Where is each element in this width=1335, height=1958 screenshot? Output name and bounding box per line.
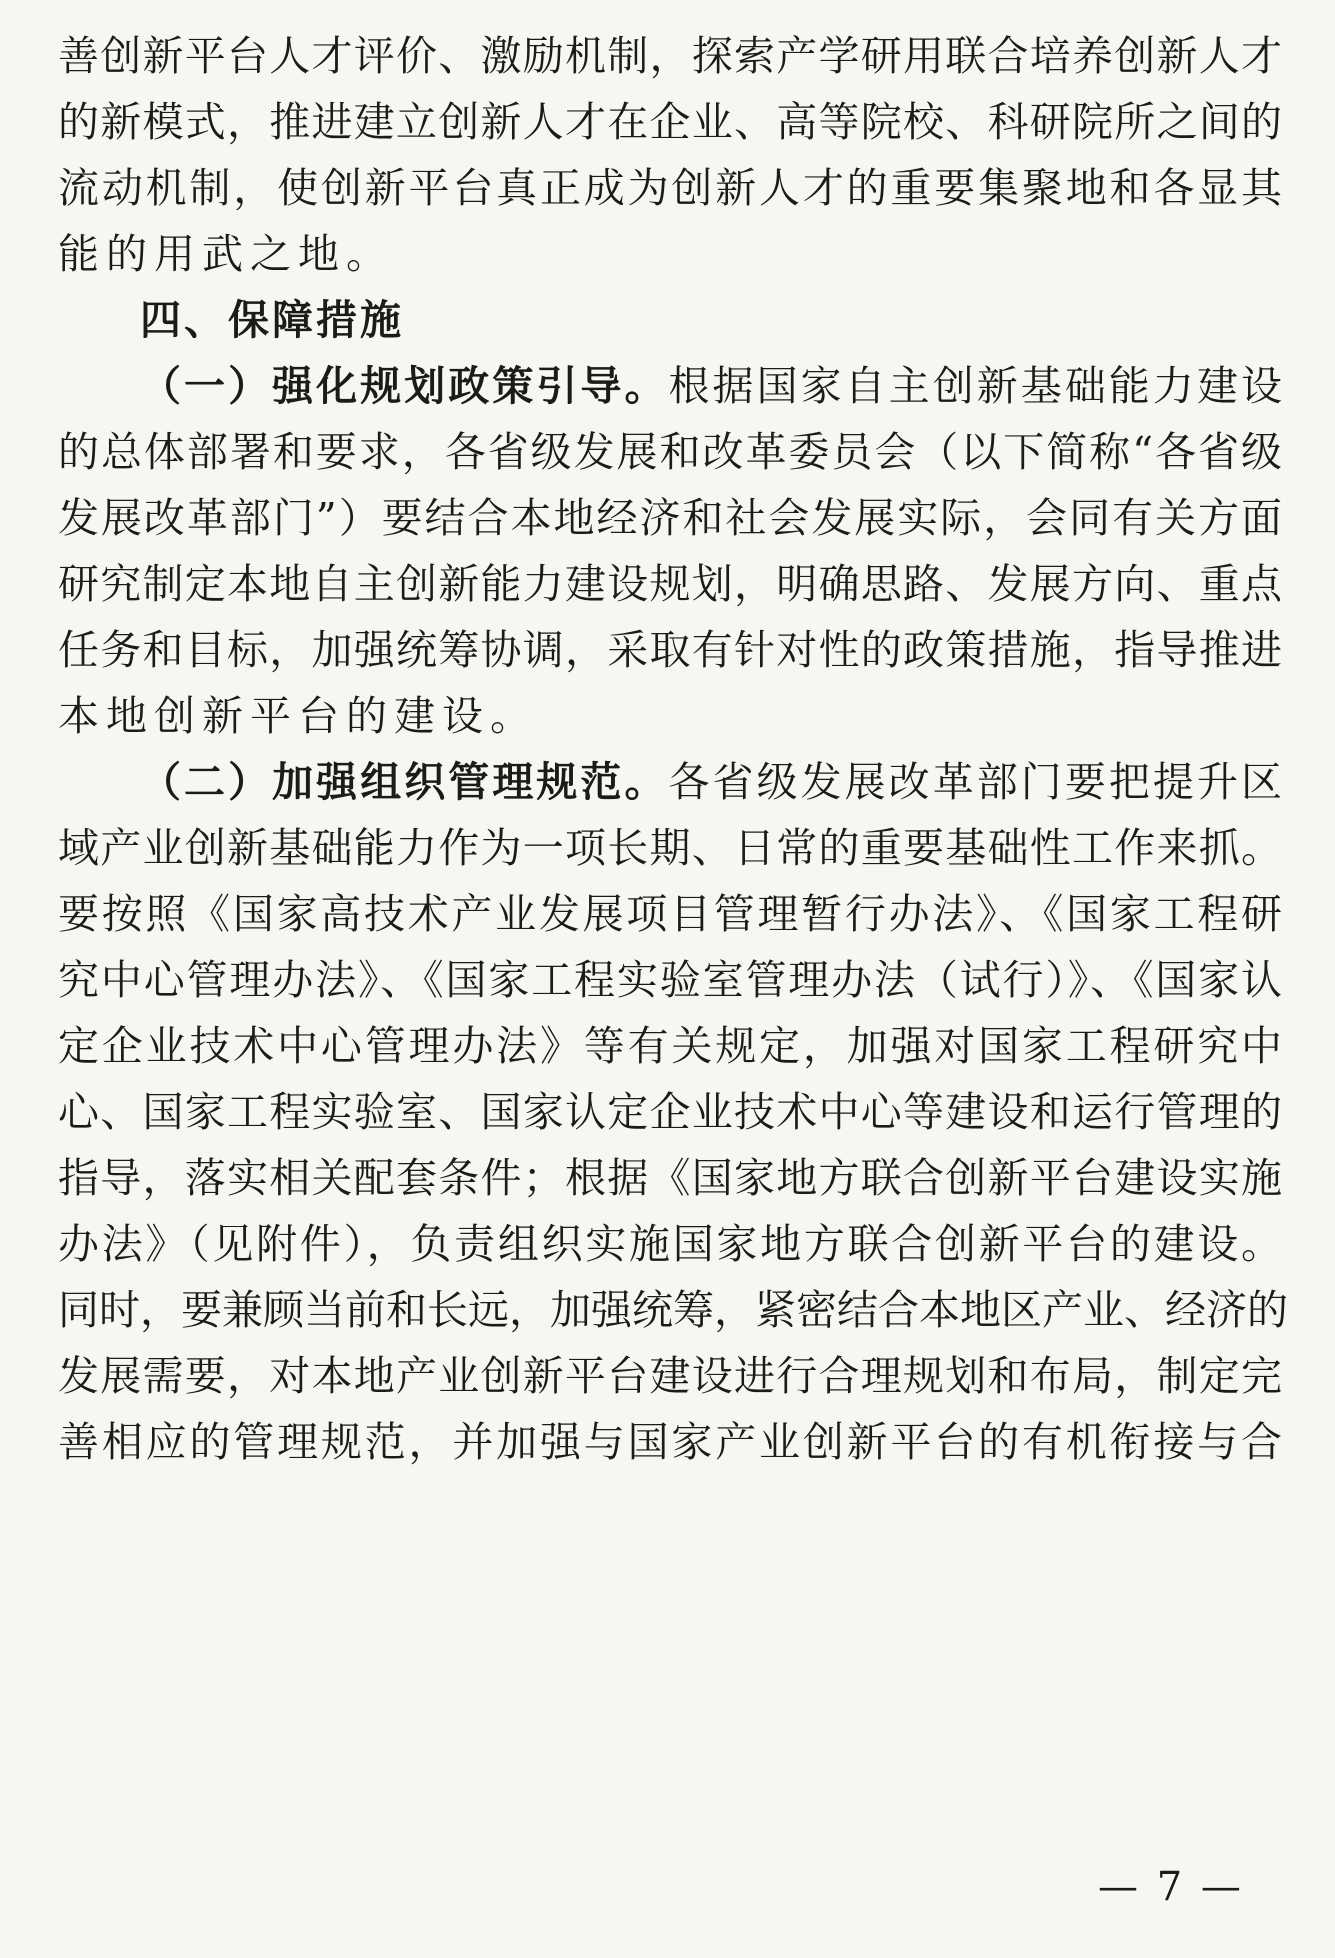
body-line: 研究制定本地自主创新能力建设规划，明确思路、发展方向、重点	[58, 560, 1282, 608]
body-line: 本地创新平台的建设。	[58, 692, 538, 740]
body-line: 善相应的管理规范，并加强与国家产业创新平台的有机衔接与合	[58, 1418, 1282, 1466]
page-number: — 7 —	[1098, 1864, 1244, 1910]
body-line: 心、国家工程实验室、国家认定企业技术中心等建设和运行管理的	[58, 1088, 1282, 1136]
paragraph-lead: （一）强化规划政策引导。	[140, 362, 669, 410]
body-line: 能的用武之地。	[58, 230, 394, 278]
body-line: 发展改革部门”）要结合本地经济和社会发展实际，会同有关方面	[58, 494, 1282, 542]
paragraph-first-line	[140, 351, 1282, 421]
body-line: 发展需要，对本地产业创新平台建设进行合理规划和布局，制定完	[58, 1352, 1282, 1400]
body-line: 任务和目标，加强统筹协调，采取有针对性的政策措施，指导推进	[58, 626, 1282, 674]
section-heading: 四、保障措施	[140, 296, 404, 344]
body-line: 办法》（见附件），负责组织实施国家地方联合创新平台的建设。	[58, 1220, 1282, 1268]
paragraph-text: 各省级发展改革部门要把提升区	[668, 758, 1283, 806]
body-line: 究中心管理办法》、《国家工程实验室管理办法（试行）》、《国家认	[58, 956, 1282, 1004]
paragraph-lead: （二）加强组织管理规范。	[140, 758, 669, 806]
body-line: 指导，落实相关配套条件；根据《国家地方联合创新平台建设实施	[58, 1154, 1282, 1202]
body-line: 的总体部署和要求，各省级发展和改革委员会（以下简称“各省级	[58, 428, 1282, 476]
paragraph-text: 根据国家自主创新基础能力建设	[668, 362, 1283, 410]
body-line: 同时，要兼顾当前和长远，加强统筹，紧密结合本地区产业、经济的	[58, 1286, 1288, 1334]
body-line: 要按照《国家高技术产业发展项目管理暂行办法》、《国家工程研	[58, 890, 1282, 938]
body-line: 流动机制，使创新平台真正成为创新人才的重要集聚地和各显其	[58, 164, 1282, 212]
body-line: 域产业创新基础能力作为一项长期、日常的重要基础性工作来抓。	[58, 824, 1282, 872]
paragraph-first-line	[140, 747, 1282, 817]
body-line: 定企业技术中心管理办法》等有关规定，加强对国家工程研究中	[58, 1022, 1282, 1070]
body-line: 的新模式，推进建立创新人才在企业、高等院校、科研院所之间的	[58, 98, 1282, 146]
body-line: 善创新平台人才评价、激励机制，探索产学研用联合培养创新人才	[58, 32, 1282, 80]
